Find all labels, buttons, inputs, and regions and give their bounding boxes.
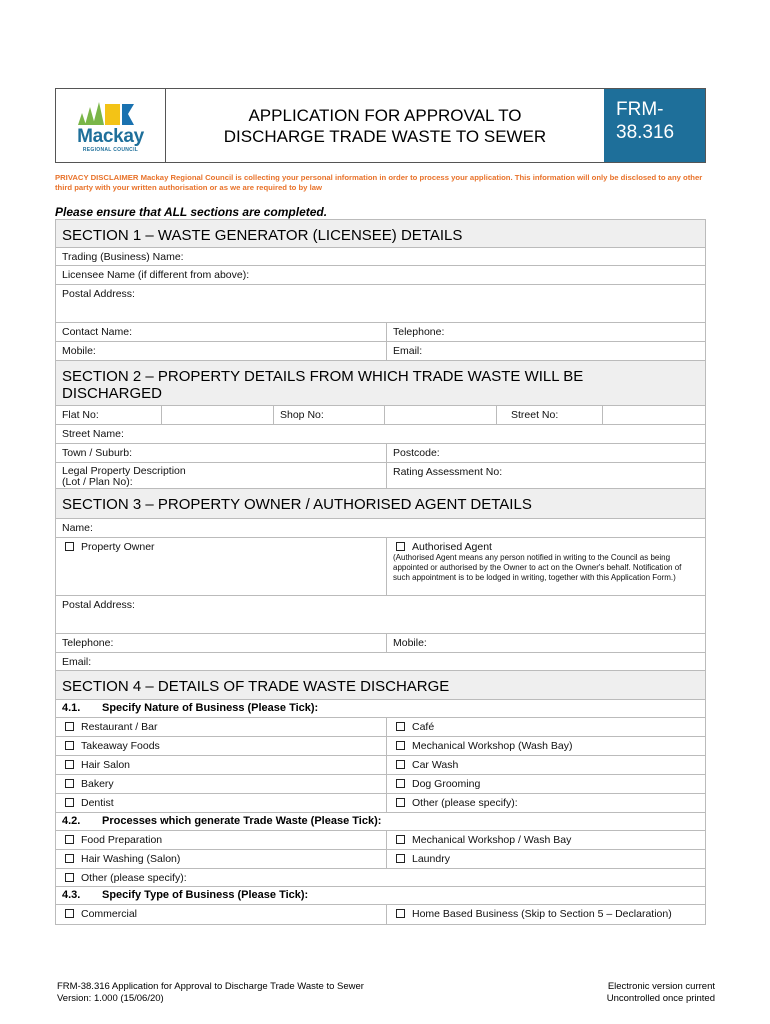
- mobile-field[interactable]: Mobile:: [56, 342, 387, 360]
- owner-postal-field[interactable]: Postal Address:: [62, 599, 135, 611]
- subsection-title: Processes which generate Trade Waste (Please Tick):: [102, 815, 382, 827]
- option-label: Other (please specify):: [412, 797, 518, 809]
- authorised-agent-checkbox[interactable]: [396, 542, 405, 551]
- checkbox[interactable]: [65, 854, 74, 863]
- process-option[interactable]: [56, 831, 387, 849]
- option-label: Commercial: [81, 908, 138, 920]
- form-number-line2: 38.316: [616, 122, 675, 143]
- nature-row: [56, 737, 705, 756]
- footer-status: [607, 981, 715, 1005]
- subsection-4-3: [56, 887, 705, 905]
- option-label: Dentist: [81, 797, 114, 809]
- checkbox[interactable]: [396, 722, 405, 731]
- checkbox[interactable]: [396, 835, 405, 844]
- owner-name-row: [56, 519, 705, 538]
- nature-option[interactable]: [387, 756, 705, 774]
- nature-row: [56, 756, 705, 775]
- property-owner-checkbox[interactable]: [65, 542, 74, 551]
- option-label: Café: [412, 721, 435, 733]
- nature-option[interactable]: [56, 718, 387, 736]
- process-other-option[interactable]: [56, 869, 705, 886]
- option-label: Hair Salon: [81, 759, 131, 771]
- checkbox[interactable]: [65, 760, 74, 769]
- shop-no-input[interactable]: [385, 406, 497, 424]
- business-type-row: [56, 905, 705, 924]
- section4-title: SECTION 4 – DETAILS OF TRADE WASTE DISCHARGE: [56, 671, 705, 699]
- checkbox[interactable]: [396, 741, 405, 750]
- legal-desc-row: [56, 463, 705, 489]
- footer-version: Version: 1.000 (15/06/20): [57, 993, 164, 1004]
- property-owner-label: Property Owner: [81, 541, 155, 553]
- process-option[interactable]: [387, 831, 705, 849]
- nature-row: [56, 775, 705, 794]
- shop-no-label: Shop No:: [274, 406, 385, 424]
- postal-address-field[interactable]: Postal Address:: [62, 288, 135, 300]
- process-other-row: [56, 869, 705, 887]
- subsection-number: 4.3.: [62, 889, 81, 901]
- subsection-4-2: [56, 813, 705, 831]
- contact-name-field[interactable]: Contact Name:: [56, 323, 387, 341]
- section4-header: [56, 671, 705, 700]
- legal-desc-line2: (Lot / Plan No):: [62, 476, 133, 488]
- checkbox[interactable]: [65, 798, 74, 807]
- section2-header: [56, 361, 705, 406]
- contact-row: [56, 323, 705, 342]
- home-based-option[interactable]: [387, 905, 705, 924]
- subsection-number: 4.2.: [62, 815, 81, 827]
- option-label: Restaurant / Bar: [81, 721, 158, 733]
- nature-row: [56, 794, 705, 813]
- street-no-label: Street No:: [497, 406, 603, 424]
- address-numbers-row: [56, 406, 705, 425]
- option-label: Other (please specify):: [81, 872, 187, 884]
- subsection-title: Specify Nature of Business (Please Tick):: [102, 702, 319, 714]
- form-title-line1: APPLICATION FOR APPROVAL TO: [248, 105, 522, 125]
- option-label: Dog Grooming: [412, 778, 481, 790]
- form-title: [166, 89, 604, 162]
- option-label: Bakery: [81, 778, 114, 790]
- authorised-agent-note: (Authorised Agent means any person notified in writing to the Council as being appointed or authorised by the Owner to act on the Owner's behalf. Notification of such appointment is to be lodged in writing, together with this Application Form.): [393, 553, 682, 582]
- nature-option[interactable]: [56, 737, 387, 755]
- checkbox[interactable]: [396, 760, 405, 769]
- flat-no-label: Flat No:: [56, 406, 162, 424]
- town-postcode-row: [56, 444, 705, 463]
- property-owner-option[interactable]: [56, 538, 387, 595]
- nature-option[interactable]: [387, 718, 705, 736]
- logo-subtitle: REGIONAL COUNCIL: [82, 146, 139, 153]
- option-label: Car Wash: [412, 759, 459, 771]
- option-label: Mechanical Workshop (Wash Bay): [412, 740, 573, 752]
- process-row: [56, 831, 705, 850]
- owner-email-field[interactable]: Email:: [62, 656, 92, 668]
- process-row: [56, 850, 705, 869]
- checkbox[interactable]: [396, 798, 405, 807]
- owner-type-row: [56, 538, 705, 596]
- postal-address-row: [56, 285, 705, 323]
- checkbox[interactable]: [65, 741, 74, 750]
- owner-name-field[interactable]: Name:: [62, 522, 93, 534]
- nature-option[interactable]: [387, 775, 705, 793]
- checkbox[interactable]: [396, 779, 405, 788]
- legal-desc-line1: Legal Property Description: [62, 465, 186, 477]
- option-label: Laundry: [412, 853, 450, 865]
- logo-name: Mackay: [77, 125, 144, 147]
- form-header: [55, 88, 706, 163]
- checkbox[interactable]: [65, 835, 74, 844]
- postcode-field[interactable]: Postcode:: [393, 447, 440, 459]
- option-label: Hair Washing (Salon): [81, 853, 181, 865]
- form-number-line1: FRM-: [616, 99, 664, 120]
- mobile-email-row: [56, 342, 705, 361]
- trading-name-row: [56, 248, 705, 266]
- footer-uncontrolled-note: Uncontrolled once printed: [606, 993, 715, 1004]
- footer-electronic-note: Electronic version current: [607, 981, 715, 992]
- form-title-line2: DISCHARGE TRADE WASTE TO SEWER: [223, 126, 547, 146]
- nature-option[interactable]: [56, 756, 387, 774]
- telephone-field[interactable]: Telephone:: [393, 326, 445, 338]
- subsection-title: Specify Type of Business (Please Tick):: [102, 889, 309, 901]
- licensee-name-row: [56, 266, 705, 285]
- council-logo: [56, 89, 166, 162]
- checkbox[interactable]: [65, 873, 74, 882]
- section3-header: [56, 489, 705, 519]
- email-field[interactable]: Email:: [393, 345, 423, 357]
- owner-phone-row: [56, 634, 705, 653]
- owner-mobile-field[interactable]: Mobile:: [393, 637, 427, 649]
- nature-option[interactable]: [387, 737, 705, 755]
- checkbox[interactable]: [65, 909, 74, 918]
- rating-no-field[interactable]: Rating Assessment No:: [393, 466, 503, 478]
- nature-option[interactable]: [387, 794, 705, 812]
- option-label: Home Based Business (Skip to Section 5 – Declaration): [412, 908, 672, 920]
- owner-telephone-field[interactable]: Telephone:: [56, 634, 387, 652]
- street-name-field[interactable]: Street Name:: [62, 428, 124, 440]
- application-form: [55, 219, 706, 925]
- street-name-row: [56, 425, 705, 444]
- section3-title: SECTION 3 – PROPERTY OWNER / AUTHORISED AGENT DETAILS: [56, 489, 705, 518]
- process-option[interactable]: [56, 850, 387, 868]
- checkbox[interactable]: [65, 722, 74, 731]
- instructions: Please ensure that ALL sections are completed.: [55, 205, 328, 219]
- nature-option[interactable]: [56, 794, 387, 812]
- footer-form-info: [57, 981, 364, 1005]
- option-label: Mechanical Workshop / Wash Bay: [412, 834, 572, 846]
- licensee-name-field[interactable]: Licensee Name (if different from above):: [62, 269, 250, 281]
- town-field[interactable]: Town / Suburb:: [56, 444, 387, 462]
- subsection-4-1: [56, 700, 705, 718]
- process-option[interactable]: [387, 850, 705, 868]
- nature-row: [56, 718, 705, 737]
- option-label: Food Preparation: [81, 834, 163, 846]
- street-no-input[interactable]: [603, 406, 705, 424]
- owner-email-row: [56, 653, 705, 671]
- flat-no-input[interactable]: [162, 406, 274, 424]
- subsection-number: 4.1.: [62, 702, 81, 714]
- option-label: Takeaway Foods: [81, 740, 160, 752]
- legal-desc-field[interactable]: [56, 463, 387, 488]
- authorised-agent-option[interactable]: [387, 538, 705, 595]
- footer-form-title: FRM-38.316 Application for Approval to Discharge Trade Waste to Sewer: [57, 981, 364, 992]
- section2-title: SECTION 2 – PROPERTY DETAILS FROM WHICH TRADE WASTE WILL BE DISCHARGED: [56, 361, 705, 405]
- logo-mark-icon: [76, 101, 146, 127]
- checkbox[interactable]: [65, 779, 74, 788]
- commercial-option[interactable]: [56, 905, 387, 924]
- section1-title: SECTION 1 – WASTE GENERATOR (LICENSEE) DETAILS: [56, 220, 705, 247]
- trading-name-field[interactable]: Trading (Business) Name:: [62, 251, 184, 263]
- authorised-agent-label: Authorised Agent: [412, 541, 492, 553]
- checkbox[interactable]: [396, 854, 405, 863]
- checkbox[interactable]: [396, 909, 405, 918]
- owner-postal-row: [56, 596, 705, 634]
- form-number: [604, 89, 705, 162]
- section1-header: [56, 220, 705, 248]
- privacy-disclaimer: PRIVACY DISCLAIMER Mackay Regional Council is collecting your personal information in order to process your application. This information will only be disclosed to any other third party with your written authorisation or as we are required to by law: [55, 173, 703, 192]
- nature-option[interactable]: [56, 775, 387, 793]
